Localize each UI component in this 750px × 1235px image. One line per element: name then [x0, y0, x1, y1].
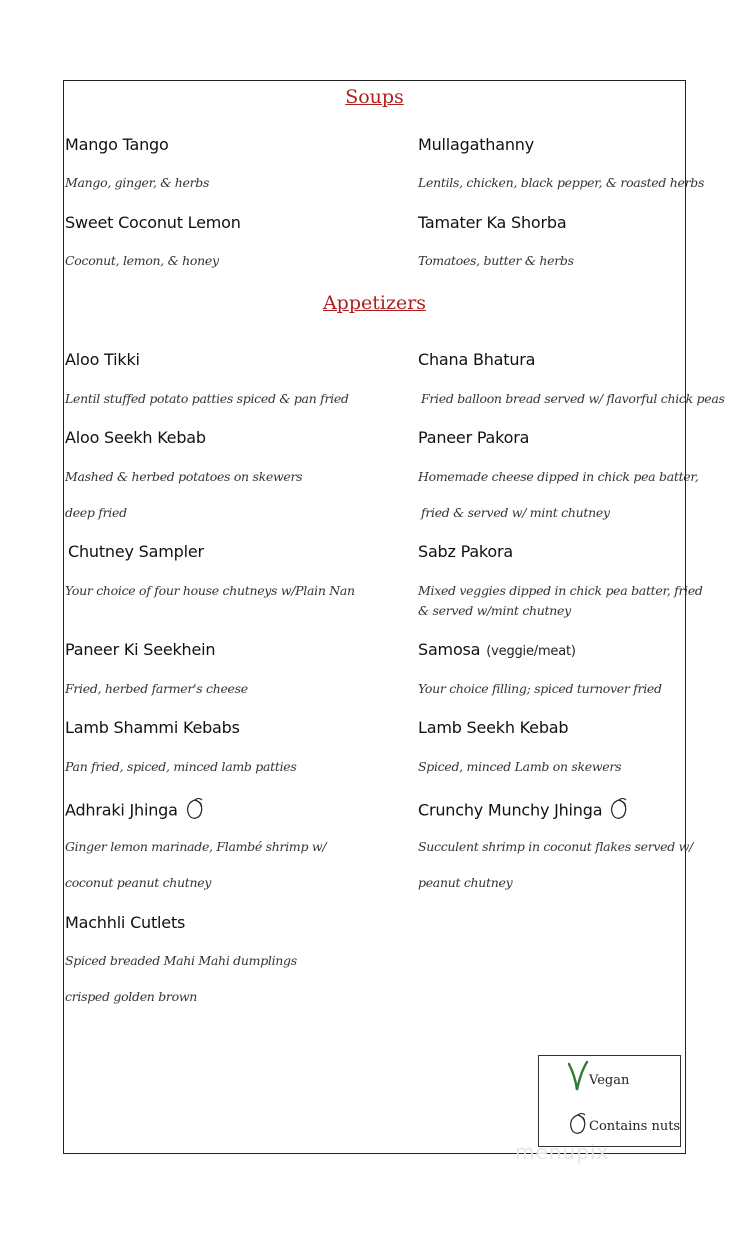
appetizer-desc: Mashed & herbed potatoes on skewers [65, 469, 303, 484]
appetizer-name: Paneer Ki Seekhein [65, 640, 216, 659]
soup-desc: Coconut, lemon, & honey [65, 253, 219, 268]
vegan-v-icon [567, 1060, 589, 1092]
appetizer-desc: & served w/mint chutney [418, 603, 571, 618]
legend-nuts [567, 1112, 680, 1136]
appetizer-desc: fried & served w/ mint chutney [421, 505, 610, 520]
appetizer-name: Sabz Pakora [418, 542, 514, 561]
appetizer-name: Chana Bhatura [418, 350, 536, 369]
soup-name: Mullagathanny [418, 135, 534, 154]
appetizer-tag: (veggie/meat) [486, 644, 576, 659]
appetizer-name: Paneer Pakora [418, 428, 530, 447]
appetizers-heading: Appetizers [322, 292, 427, 314]
appetizer-desc: peanut chutney [418, 875, 513, 890]
appetizer-name: Crunchy Munchy Jhinga [418, 800, 603, 820]
nut-icon [608, 797, 630, 825]
appetizer-desc: Ginger lemon marinade, Flambé shrimp w/ [65, 839, 327, 854]
appetizer-name-row [418, 640, 576, 659]
appetizer-desc: Mixed veggies dipped in chick pea batter, fried [418, 583, 703, 598]
soup-desc: Lentils, chicken, black pepper, & roasted herbs [418, 175, 705, 190]
appetizer-desc: Homemade cheese dipped in chick pea batter, [418, 469, 699, 484]
nut-icon [567, 1112, 589, 1136]
appetizer-desc: deep fried [65, 505, 127, 520]
soup-name: Tamater Ka Shorba [418, 213, 567, 232]
appetizer-name: Adhraki Jhinga [65, 800, 178, 820]
legend-vegan [567, 1060, 629, 1092]
appetizer-desc: Spiced breaded Mahi Mahi dumplings [65, 953, 297, 968]
appetizer-desc: coconut peanut chutney [65, 875, 212, 890]
soup-desc: Mango, ginger, & herbs [65, 175, 210, 190]
appetizer-desc: Spiced, minced Lamb on skewers [418, 759, 622, 774]
nut-icon [184, 797, 206, 825]
soups-heading: Soups [345, 86, 404, 108]
nuts-label: Contains nuts [589, 1119, 681, 1134]
appetizer-name: Lamb Seekh Kebab [418, 718, 569, 737]
soup-desc: Tomatoes, butter & herbs [418, 253, 574, 268]
appetizer-desc: Fried balloon bread served w/ flavorful chick peas [421, 391, 725, 406]
soup-name: Mango Tango [65, 135, 169, 154]
appetizer-desc: Your choice of four house chutneys w/Plain Nan [65, 583, 355, 598]
appetizer-desc: Pan fried, spiced, minced lamb patties [65, 759, 297, 774]
appetizer-name-row [418, 797, 630, 825]
appetizer-name-row [65, 797, 206, 825]
appetizer-desc: Succulent shrimp in coconut flakes served w/ [418, 839, 693, 854]
vegan-label: Vegan [589, 1073, 630, 1088]
appetizer-desc: Lentil stuffed potato patties spiced & pan fried [65, 391, 349, 406]
appetizer-name: Lamb Shammi Kebabs [65, 718, 240, 737]
appetizer-name: Chutney Sampler [68, 542, 204, 561]
legend-box [538, 1055, 681, 1147]
soup-name: Sweet Coconut Lemon [65, 213, 241, 232]
watermark: menupix [515, 1140, 610, 1164]
appetizer-desc: crisped golden brown [65, 989, 197, 1004]
appetizer-desc: Fried, herbed farmer's cheese [65, 681, 248, 696]
appetizer-name: Samosa [418, 640, 481, 659]
appetizer-desc: Your choice filling; spiced turnover fried [418, 681, 662, 696]
appetizer-name: Aloo Seekh Kebab [65, 428, 206, 447]
appetizer-name: Machhli Cutlets [65, 913, 186, 932]
appetizer-name: Aloo Tikki [65, 350, 140, 369]
